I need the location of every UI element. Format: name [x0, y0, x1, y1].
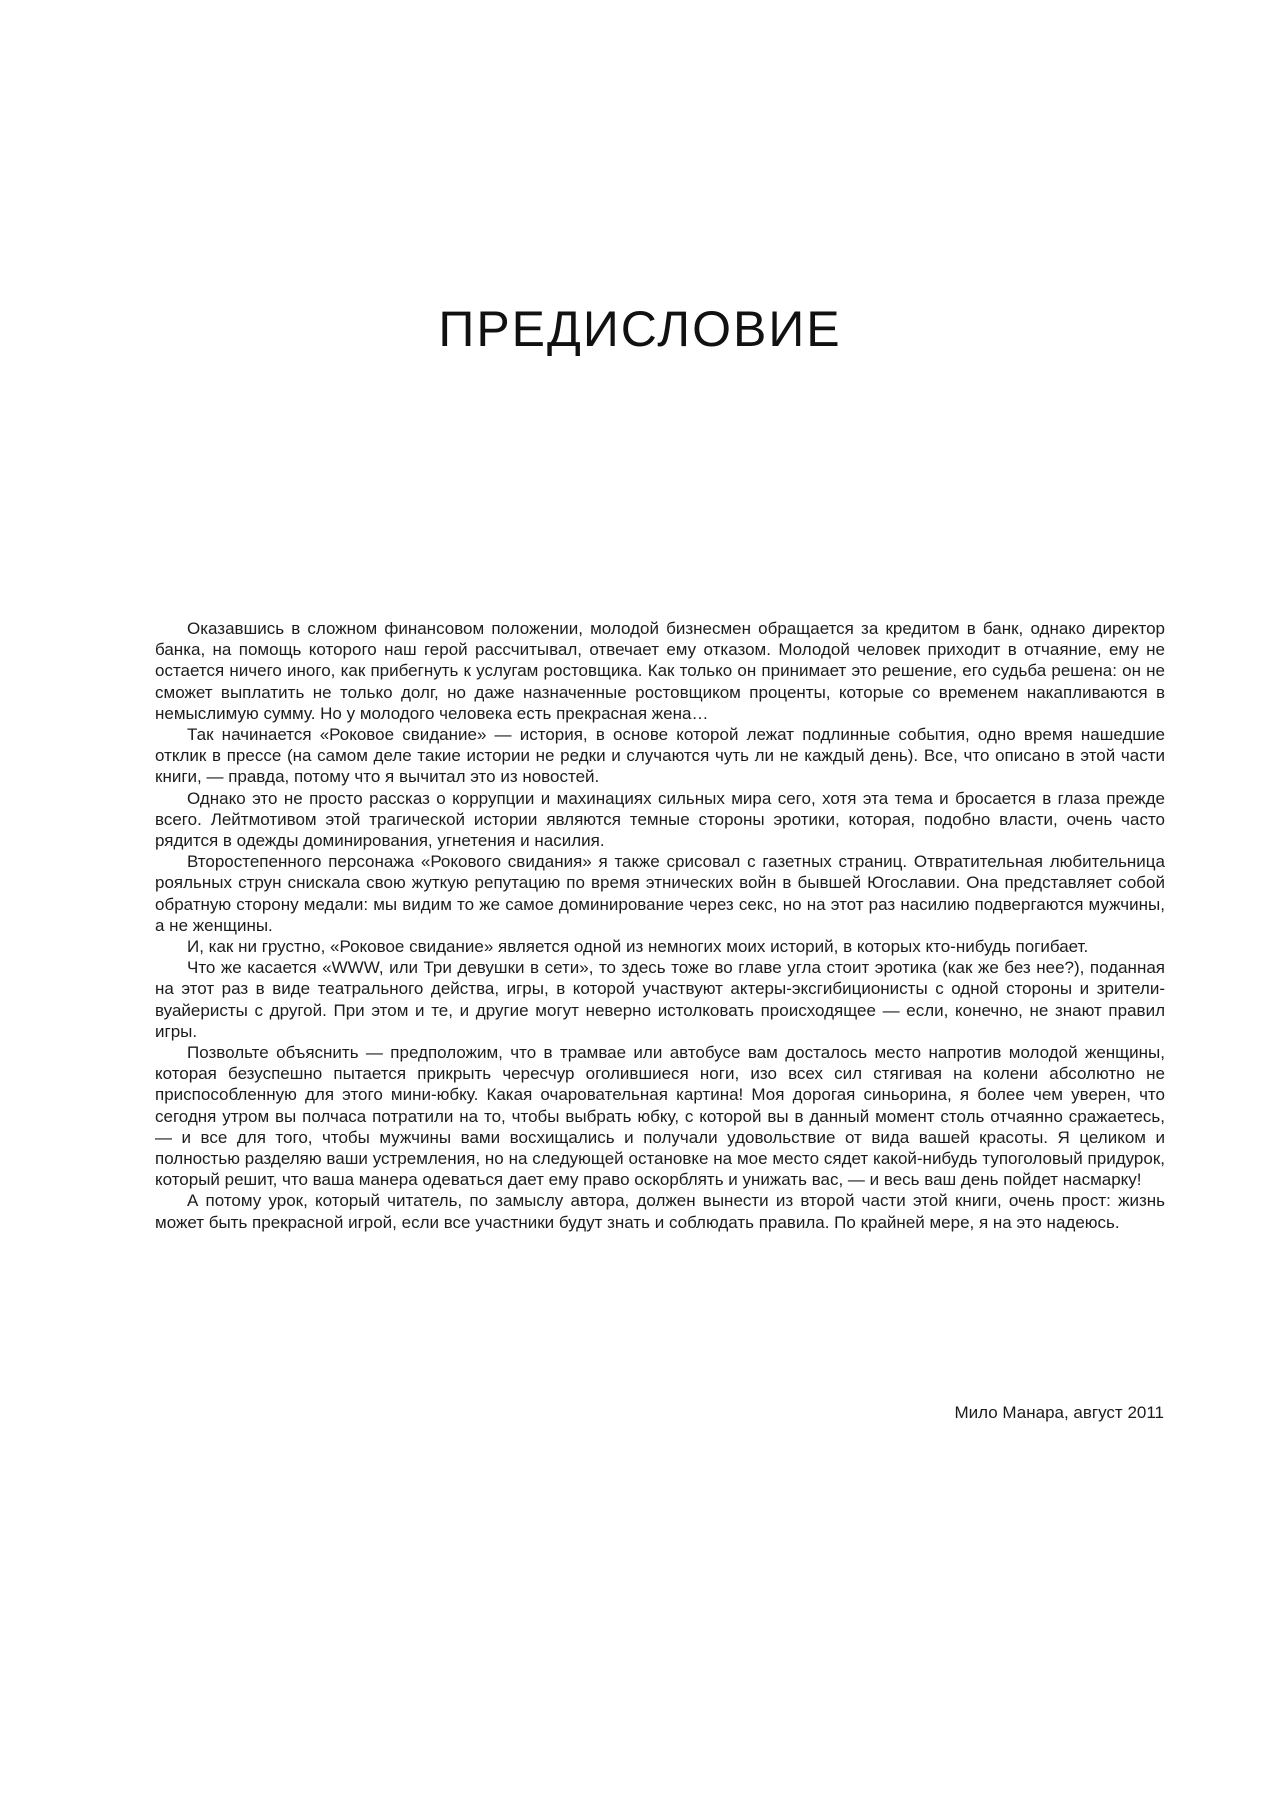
paragraph: Оказавшись в сложном финансовом положении, молодой бизнесмен обращается за кредитом в банк, однако директор банка, на помощь которого наш герой рассчитывал, отвечает ему отказом. Молодой человек приходит в отчаяние, ему не остается ничего иного, как прибегнуть к услугам ростовщика. Как только он принимает это решение, его судьба решена: он не сможет выплатить не только долг, но даже назначенные ростовщиком проценты, которые со временем накапливаются в немыслимую сумму. Но у молодого человека есть прекрасная жена…	[155, 619, 1165, 723]
paragraph: Позвольте объяснить — предположим, что в трамвае или автобусе вам досталось место напротив молодой женщины, которая безуспешно пытается прикрыть чересчур оголившиеся ноги, изо всех сил стягивая на колени абсолютно не приспособленную для этого мини-юбку. Какая очаровательная картина! Моя дорогая синьорина, я более чем уверен, что сегодня утром вы полчаса потратили на то, чтобы выбрать юбку, с которой вы в данный момент столь отчаянно сражаетесь, — и все для того, чтобы мужчины вами восхищались и получали удовольствие от вида вашей красоты. Я целиком и полностью разделяю ваши устремления, но на следующей остановке на мое место сядет какой-нибудь тупоголовый придурок, который решит, что ваша манера одеваться дает ему право оскорблять и унижать вас, — и весь ваш день пойдет насмарку!	[155, 1043, 1165, 1190]
paragraph: Так начинается «Роковое свидание» — история, в основе которой лежат подлинные события, одно время нашедшие отклик в прессе (на самом деле такие истории не редки и случаются чуть ли не каждый день). Все, что описано в этой части книги, — правда, потому что я вычитал это из новостей.	[155, 725, 1165, 787]
author-signature: Мило Манара, август 2011	[954, 1403, 1164, 1422]
paragraph: Однако это не просто рассказ о коррупции и махинациях сильных мира сего, хотя эта тема и бросается в глаза прежде всего. Лейтмотивом этой трагической истории являются темные стороны эротики, которая, подобно власти, очень часто рядится в одежды доминирования, угнетения и насилия.	[155, 788, 1165, 851]
paragraph: А потому урок, который читатель, по замыслу автора, должен вынести из второй части этой книги, очень прост: жизнь может быть прекрасной игрой, если все участники будут знать и соблюдать правила. По крайней мере, я на это надеюсь.	[155, 1191, 1165, 1232]
foreword-body	[155, 618, 1165, 1233]
paragraph: Что же касается «WWW, или Три девушки в сети», то здесь тоже во главе угла стоит эротика (как же без нее?), поданная на этот раз в виде театрального действа, игры, в которой участвуют актеры-эксгибиционисты с одной стороны и зрители-вуайеристы с другой. При этом и те, и другие могут неверно истолковать происходящее — если, конечно, не знают правил игры.	[155, 958, 1165, 1041]
paragraph: Второстепенного персонажа «Рокового свидания» я также срисовал с газетных страниц. Отвратительная любительница рояльных струн снискала свою жуткую репутацию по время этнических войн в бывшей Югославии. Она представляет собой обратную сторону медали: мы видим то же самое доминирование через секс, но на этот раз насилию подвергаются мужчины, а не женщины.	[155, 852, 1165, 935]
page-title: ПРЕДИСЛОВИЕ	[438, 301, 842, 357]
paragraph: И, как ни грустно, «Роковое свидание» является одной из немногих моих историй, в которых кто-нибудь погибает.	[187, 937, 1089, 957]
